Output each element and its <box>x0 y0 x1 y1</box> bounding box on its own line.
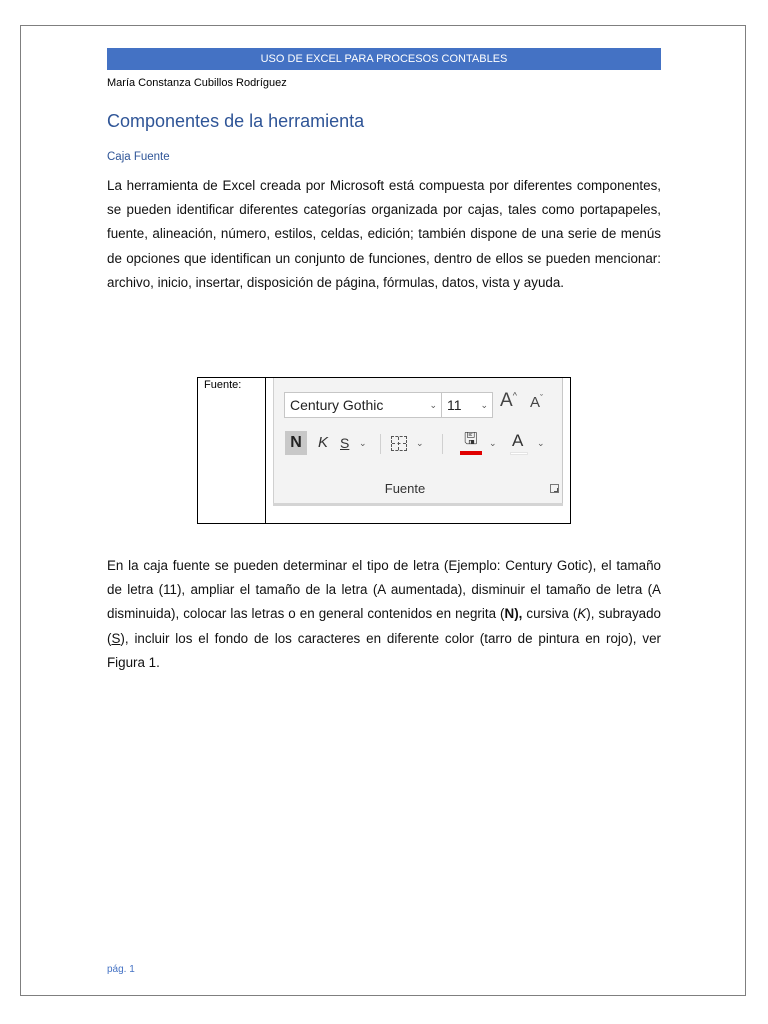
italic-button[interactable]: K <box>318 434 329 451</box>
font-size-dropdown-icon[interactable]: ⌄ <box>480 400 488 410</box>
ribbon-bottom-border <box>273 503 563 506</box>
borders-icon[interactable] <box>391 436 407 451</box>
fill-color-icon[interactable]: 🖫 <box>464 431 478 448</box>
figure-label-cell <box>198 378 266 523</box>
paragraph-text: cursiva ( <box>522 606 578 622</box>
page-number: pág. 1 <box>107 964 135 975</box>
header-band <box>107 48 661 70</box>
font-size-combobox[interactable] <box>442 392 493 418</box>
paragraph-text: En la caja fuente se pueden determinar el tipo de letra (Ejemplo: Century Gotic), el tamaño de letra (11), ampliar el tamaño de la letra (A aumentada), disminuir el tamaño de letra (A disminuida), colocar las letras o en general contenidos en negrita ( <box>107 558 661 622</box>
dialog-launcher-icon[interactable] <box>550 484 559 493</box>
separator <box>380 434 381 454</box>
font-name-value: Century Gothic <box>290 397 384 413</box>
paragraph-intro: La herramienta de Excel creada por Microsoft está compuesta por diferentes componentes, se pueden identificar diferentes categorías organizada por cajas, tales como portapapeles, fuente, alineación, número, estilos, celdas, edición; también dispone de una serie de menús de opciones que identifican un conjunto de funciones, dentro de ellos se pueden mencionar: archivo, inicio, insertar, disposición de página, fórmulas, datos, vista y ayuda. <box>107 178 661 290</box>
figure-table <box>197 377 571 524</box>
header-title: USO DE EXCEL PARA PROCESOS CONTABLES <box>260 53 508 65</box>
paragraph-text: ), incluir los el fondo de los caracteres en diferente color (tarro de pintura en rojo), ver Figura 1. <box>107 630 661 670</box>
increase-font-size-icon: A <box>500 390 513 411</box>
underline-button[interactable]: S <box>340 435 350 451</box>
paragraph-underline-text: S <box>111 630 121 646</box>
fill-color-swatch <box>460 451 482 455</box>
figure-label: Fuente: <box>204 379 242 391</box>
separator <box>442 434 443 454</box>
font-name-combobox[interactable] <box>284 392 442 418</box>
section-title: Componentes de la herramienta <box>107 111 365 131</box>
underline-dropdown-icon[interactable]: ⌄ <box>359 438 367 448</box>
paragraph-italic-text: K <box>577 606 587 622</box>
subsection-title: Caja Fuente <box>107 151 170 163</box>
font-ribbon-group <box>273 378 563 504</box>
bold-button[interactable]: N <box>285 431 307 455</box>
font-color-button[interactable]: A <box>512 431 524 450</box>
paragraph-description <box>107 554 661 675</box>
paragraph-text: ), subrayado ( <box>107 606 661 646</box>
font-name-dropdown-icon[interactable]: ⌄ <box>429 400 437 410</box>
borders-dropdown-icon[interactable]: ⌄ <box>416 438 424 448</box>
paragraph-bold-text: N), <box>504 606 523 622</box>
font-color-swatch <box>510 452 528 455</box>
decrease-font-size-icon: A <box>530 394 541 411</box>
increase-font-size-button[interactable]: A^ <box>500 390 517 411</box>
font-color-dropdown-icon[interactable]: ⌄ <box>537 438 545 448</box>
author-name: María Constanza Cubillos Rodríguez <box>107 77 287 89</box>
font-size-value: 11 <box>447 397 462 413</box>
ribbon-group-label: Fuente <box>384 481 426 496</box>
decrease-font-size-button[interactable]: $A^ˇ$ <box>530 393 544 411</box>
fill-color-dropdown-icon[interactable]: ⌄ <box>489 438 497 448</box>
